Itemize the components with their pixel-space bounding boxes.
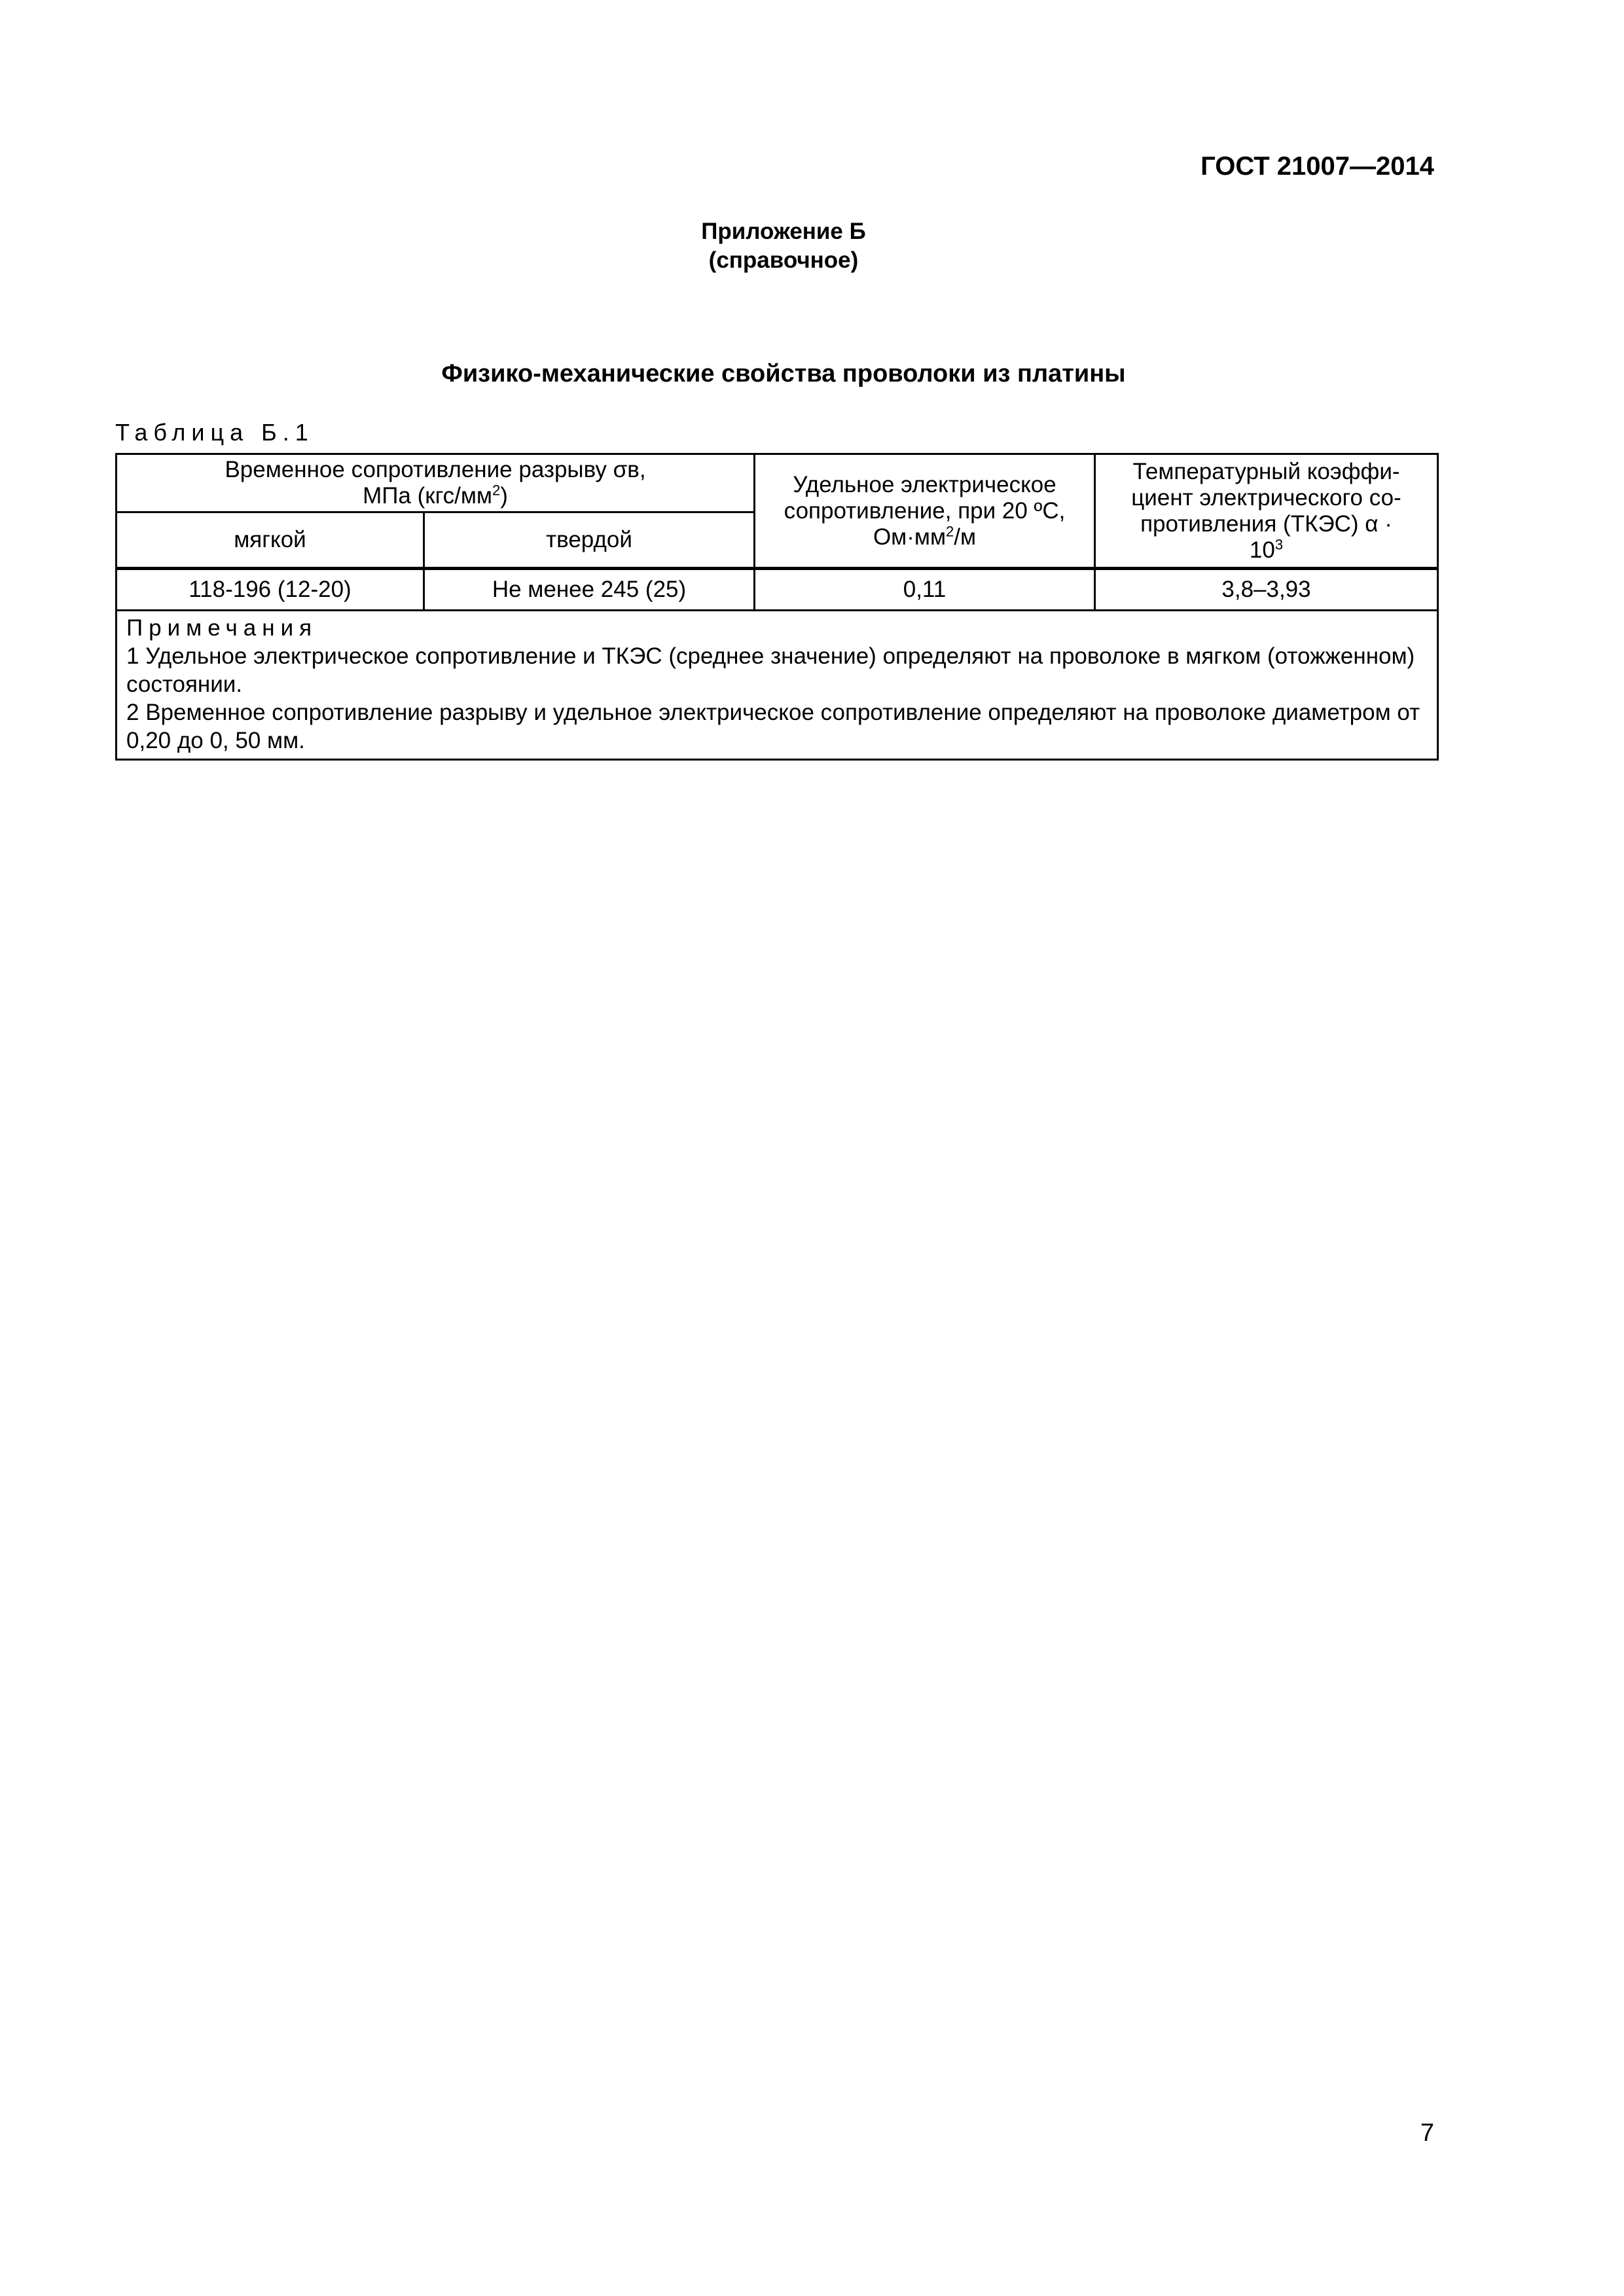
table-notes (117, 611, 1438, 760)
page-number: 7 (1420, 2119, 1434, 2147)
properties-table-container (115, 453, 1437, 761)
header-resistivity-unit-post: /м (954, 524, 977, 550)
document-code: ГОСТ 21007—2014 (1200, 152, 1434, 181)
header-resistivity-line3 (765, 524, 1085, 550)
header-resistivity-line2: сопротивление, при 20 ºС, (784, 497, 1066, 524)
header-tcr-line3: противления (ТКЭС) α · (1140, 511, 1392, 537)
header-resistivity-unit-sup: 2 (946, 522, 954, 539)
header-tensile-strength (117, 454, 755, 512)
note-1: 1 Удельное электрическое сопротивление и ТКЭС (среднее значение) определяют на проволоке в мягком (отожженном) состоянии. (126, 643, 1415, 697)
header-hard: твердой (424, 512, 755, 569)
header-resistivity-line1: Удельное электрическое (793, 471, 1056, 497)
header-soft: мягкой (117, 512, 424, 569)
table-label: Таблица Б.1 (115, 419, 314, 446)
header-tcr-line1: Температурный коэффи- (1132, 458, 1400, 484)
header-tensile-unit: МПа (кгс/мм (363, 483, 492, 509)
header-tensile-line1: Временное сопротивление разрыву σв, (225, 457, 646, 482)
header-tcr-line2: циент электрического со- (1131, 484, 1401, 511)
appendix-title: Приложение Б (701, 219, 866, 244)
cell-hard-strength: Не менее 245 (25) (424, 569, 755, 611)
header-tensile-unit-close: ) (500, 483, 508, 509)
notes-title: Примечания (126, 615, 318, 641)
table-header-row-1 (117, 454, 1438, 512)
header-temperature-coefficient (1095, 454, 1438, 569)
properties-table (115, 453, 1439, 761)
header-tcr-multiplier: 10 (1249, 537, 1275, 563)
header-tensile-line2 (126, 483, 744, 509)
cell-resistivity: 0,11 (755, 569, 1095, 611)
header-resistivity (755, 454, 1095, 569)
section-title: Физико-механические свойства проволоки из платины (441, 360, 1126, 387)
table-row (117, 569, 1438, 611)
header-resistivity-unit: Ом·мм (873, 524, 947, 550)
appendix-heading (0, 217, 1567, 275)
header-tcr-multiplier-sup: 3 (1274, 535, 1284, 552)
note-2: 2 Временное сопротивление разрыву и удельное электрическое сопротивление определяют на проволоке диаметром от 0,20 до 0, 50 мм. (126, 700, 1420, 753)
header-tcr-line4 (1105, 537, 1428, 564)
appendix-kind: (справочное) (708, 247, 859, 273)
table-notes-row (117, 611, 1438, 760)
cell-soft-strength: 118-196 (12-20) (117, 569, 424, 611)
cell-tcr: 3,8–3,93 (1095, 569, 1438, 611)
header-tensile-unit-sup: 2 (492, 482, 501, 499)
